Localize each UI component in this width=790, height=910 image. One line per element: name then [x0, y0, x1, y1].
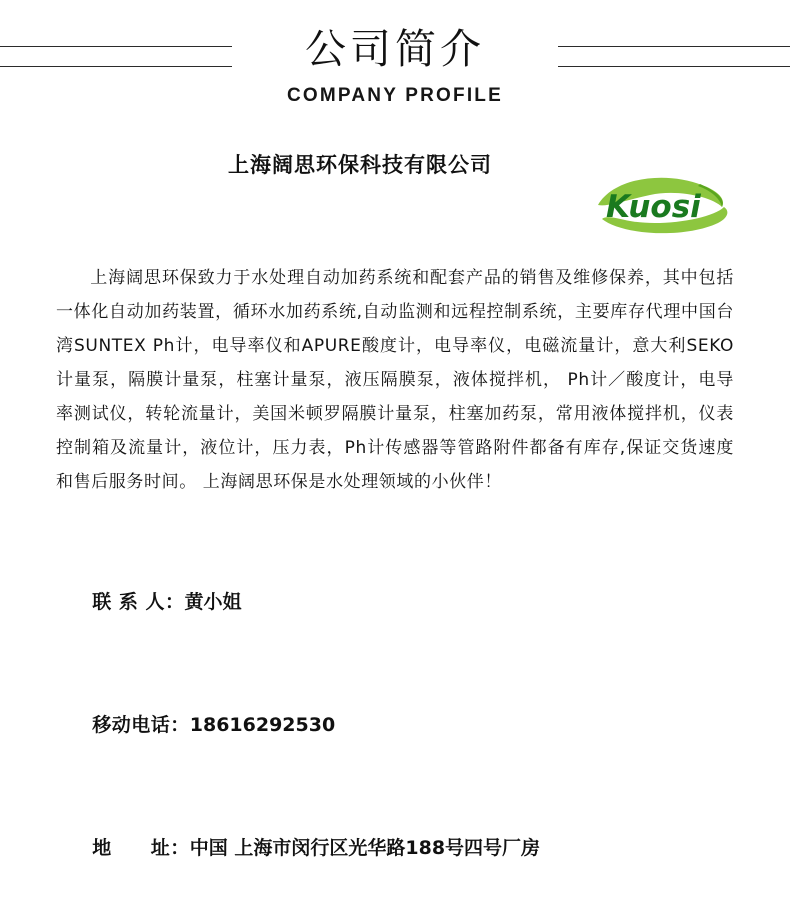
- contact-label-phone: 移动电话：: [92, 714, 190, 737]
- contact-row-address: [56, 787, 790, 910]
- contact-value-phone: 18616292530: [189, 714, 336, 737]
- contact-row-phone: [56, 664, 790, 787]
- contact-value-person: 黄小姐: [184, 591, 242, 614]
- contact-block: [56, 541, 790, 910]
- company-name: 上海阔思环保科技有限公司: [228, 153, 492, 178]
- page-title-en: COMPANY PROFILE: [287, 85, 503, 107]
- svg-text:Kuosi: Kuosi: [606, 189, 701, 226]
- kuosi-logo-icon: [592, 175, 732, 237]
- contact-row-person: [56, 541, 790, 664]
- company-identity-row: [0, 149, 790, 239]
- company-intro-paragraph: [56, 261, 734, 499]
- contact-value-address: 中国 上海市闵行区光华路188号四号厂房: [189, 837, 541, 860]
- intro-text: 上海阔思环保致力于水处理自动加药系统和配套产品的销售及维修保养，其中包括一体化自动加药装置，循环水加药系统,自动监测和远程控制系统，主要库存代理中国台湾SUNTEX Ph计，电导率仪和APURE酸度计，电导率仪，电磁流量计，意大利SEKO计量泵，隔膜计量泵，柱塞计量泵，液压隔膜泵，液体搅拌机， Ph计／酸度计，电导率测试仪，转轮流量计，美国米顿罗隔膜计量泵，柱塞加药泵，常用液体搅拌机，仪表控制箱及流量计，液位计，压力表，Ph计传感器等管路附件都备有库存,保证交货速度和售后服务时间。 上海阔思环保是水处理领域的小伙伴！: [56, 268, 734, 493]
- contact-label-address: 地 址：: [92, 837, 190, 860]
- page-header: [0, 0, 790, 107]
- contact-label-person: 联 系 人：: [92, 591, 185, 614]
- page-title-cn: 公司简介: [305, 25, 485, 73]
